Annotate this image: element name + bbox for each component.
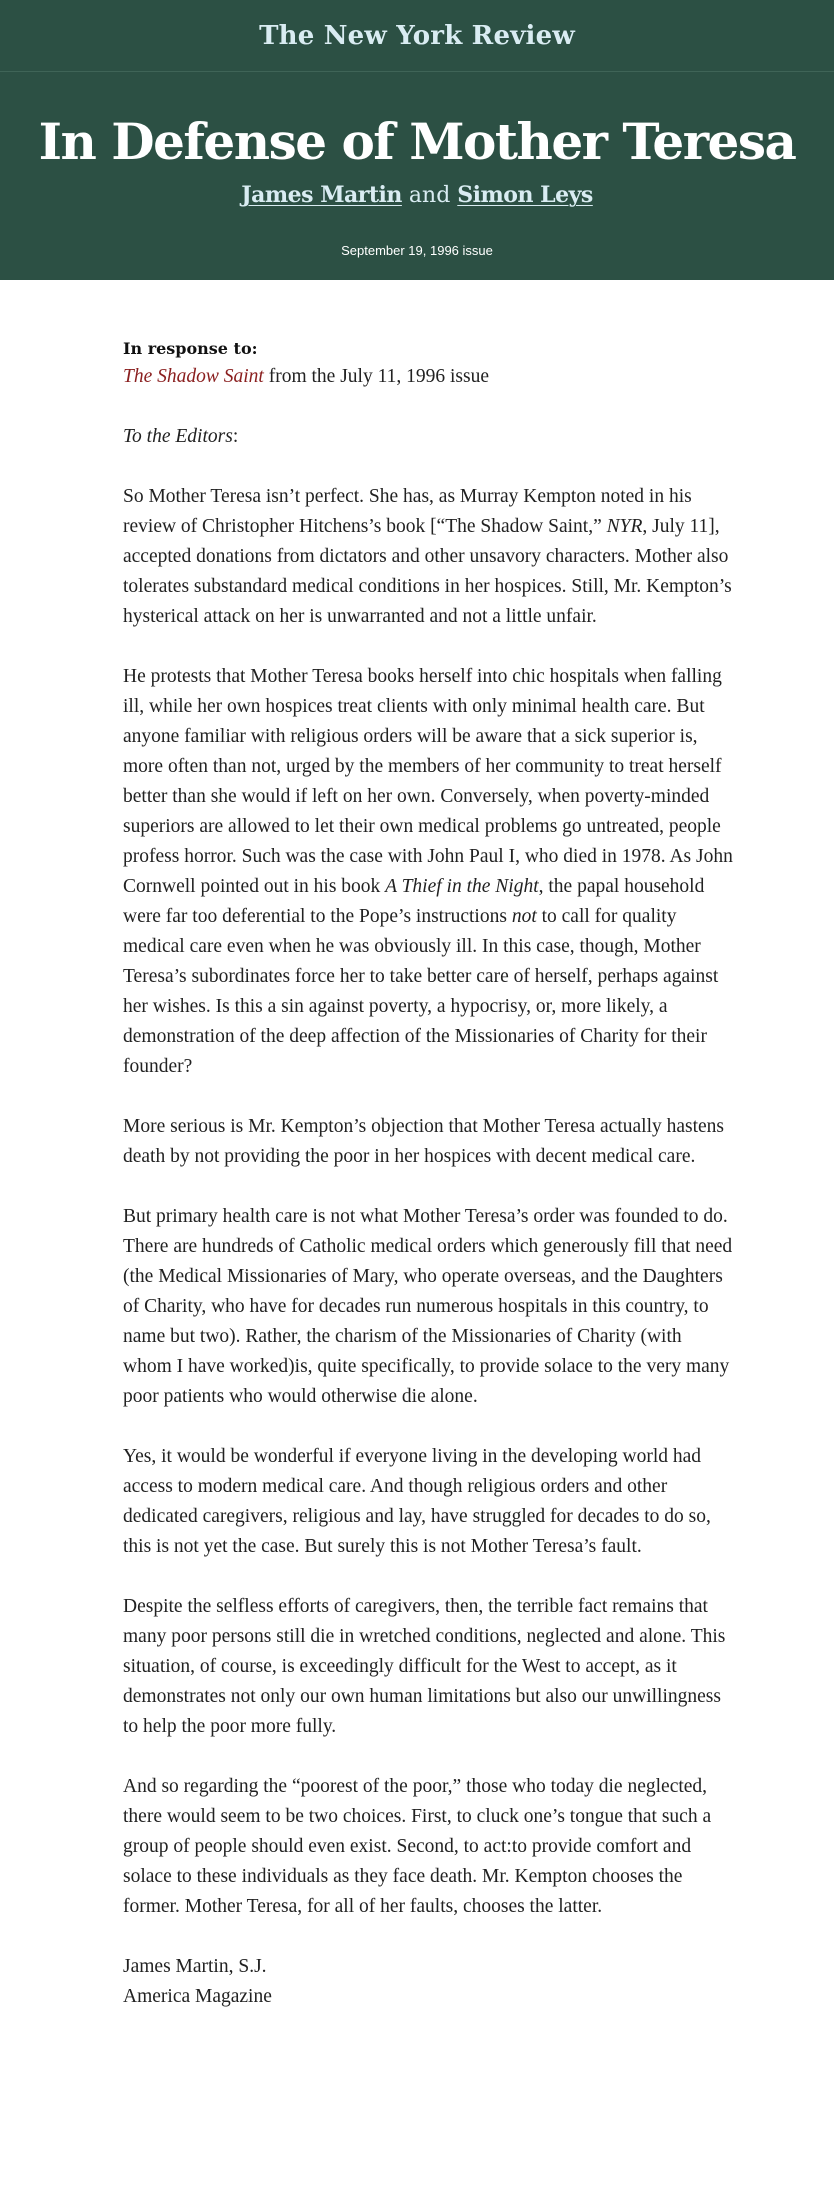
letter-salutation [123,422,735,452]
letter-signature [123,1952,735,2012]
p2-text-a: He protests that Mother Teresa books herself into chic hospitals when falling ill, while her own hospices treat clients with only minimal health care. But anyone familiar with religious orders will be aware that a sick superior is, more often than not, urged by the members of her community to treat herself better than she would if left on her own. Conversely, when poverty-minded superiors are allowed to let their own medical problems go untreated, people profess horror. Such was the case with John Paul I, who died in 1978. As John Cornwell pointed out in his book [123,666,733,897]
letter-paragraph-3: More serious is Mr. Kempton’s objection that Mother Teresa actually hastens death by not providing the poor in her hospices with decent medical care. [123,1116,725,1167]
p2-not: not [511,906,537,927]
letter-paragraph-7: And so regarding the “poorest of the poor,” those who today die neglected, there would seem to be two choices. First, to cluck one’s tongue that such a group of people should even exist. Second, to act:to provide comfort and solace to these individuals as they face death. Mr. Kempton chooses the former. Mother Teresa, for all of her faults, chooses the latter. [123,1776,712,1917]
letter-paragraph-5: Yes, it would be wonderful if everyone living in the developing world had access to modern medical care. And though religious orders and other dedicated caregivers, religious and lay, have struggled for decades to do so, this is not yet the case. But surely this is not Mother Teresa’s fault. [123,1446,711,1557]
letter-paragraph-4: But primary health care is not what Mother Teresa’s order was founded to do. There are hundreds of Catholic medical orders which generously fill that need (the Medical Missionaries of Mary, who operate overseas, and the Daughters of Charity, who have for decades run numerous hospitals in this country, to name but two). Rather, the charism of the Missionaries of Charity (with whom I have worked)is, quite specifically, to provide solace to the very many poor patients who would otherwise die alone. [123,1206,733,1407]
masthead [0,0,834,72]
page-header [0,0,834,280]
letter-paragraph-1 [123,482,735,632]
article-body [123,336,735,2012]
article-byline [0,182,834,208]
in-response-label: In response to: [123,339,258,358]
signature-name: James Martin, S.J. [123,1956,267,1977]
p2-book-title: A Thief in the Night [385,876,539,897]
p1-text-a: So Mother Teresa isn’t perfect. She has, as Murray Kempton noted in his review of Christopher Hitchens’s book [“The Shadow Saint,” [123,486,692,537]
author-link-simon-leys[interactable]: Simon Leys [457,182,593,208]
in-response-line [123,362,735,392]
masthead-logo-link[interactable]: The New York Review [259,20,575,51]
p1-text-c: , July 11], accepted donations from dictators and other unsavory characters. Mother also tolerates substandard medical conditions in her hospices. Still, Mr. Kempton’s hysterical attack on her is unwarranted and not a little unfair. [123,516,732,627]
author-link-james-martin[interactable]: James Martin [241,182,402,208]
p1-nyr: NYR [606,516,643,537]
byline-joiner: and [408,183,451,208]
salutation-colon: : [232,426,239,447]
shadow-saint-link[interactable]: The Shadow Saint [123,366,264,387]
signature-affiliation: America Magazine [123,1986,272,2007]
p2-text-c: , the papal household were far too deferential to the Pope’s instructions [123,876,705,927]
letter-paragraph-6: Despite the selfless efforts of caregivers, then, the terrible fact remains that many poor persons still die in wretched conditions, neglected and alone. This situation, of course, is exceedingly difficult for the West to accept, as it demonstrates not only our own human limitations but also our unwillingness to help the poor more fully. [123,1596,726,1737]
p2-text-e: to call for quality medical care even when he was obviously ill. In this case, though, Mother Teresa’s subordinates force her to take better care of herself, perhaps against her wishes. Is this a sin against poverty, a hypocrisy, or, more likely, a demonstration of the deep affection of the Missionaries of Charity for their founder? [123,906,719,1077]
issue-date: September 19, 1996 issue [341,243,493,258]
salutation-text: To the Editors [123,426,233,447]
article-title: In Defense of Mother Teresa [38,112,796,171]
response-issue-text: from the July 11, 1996 issue [268,366,489,387]
letter-paragraph-2 [123,662,735,1082]
